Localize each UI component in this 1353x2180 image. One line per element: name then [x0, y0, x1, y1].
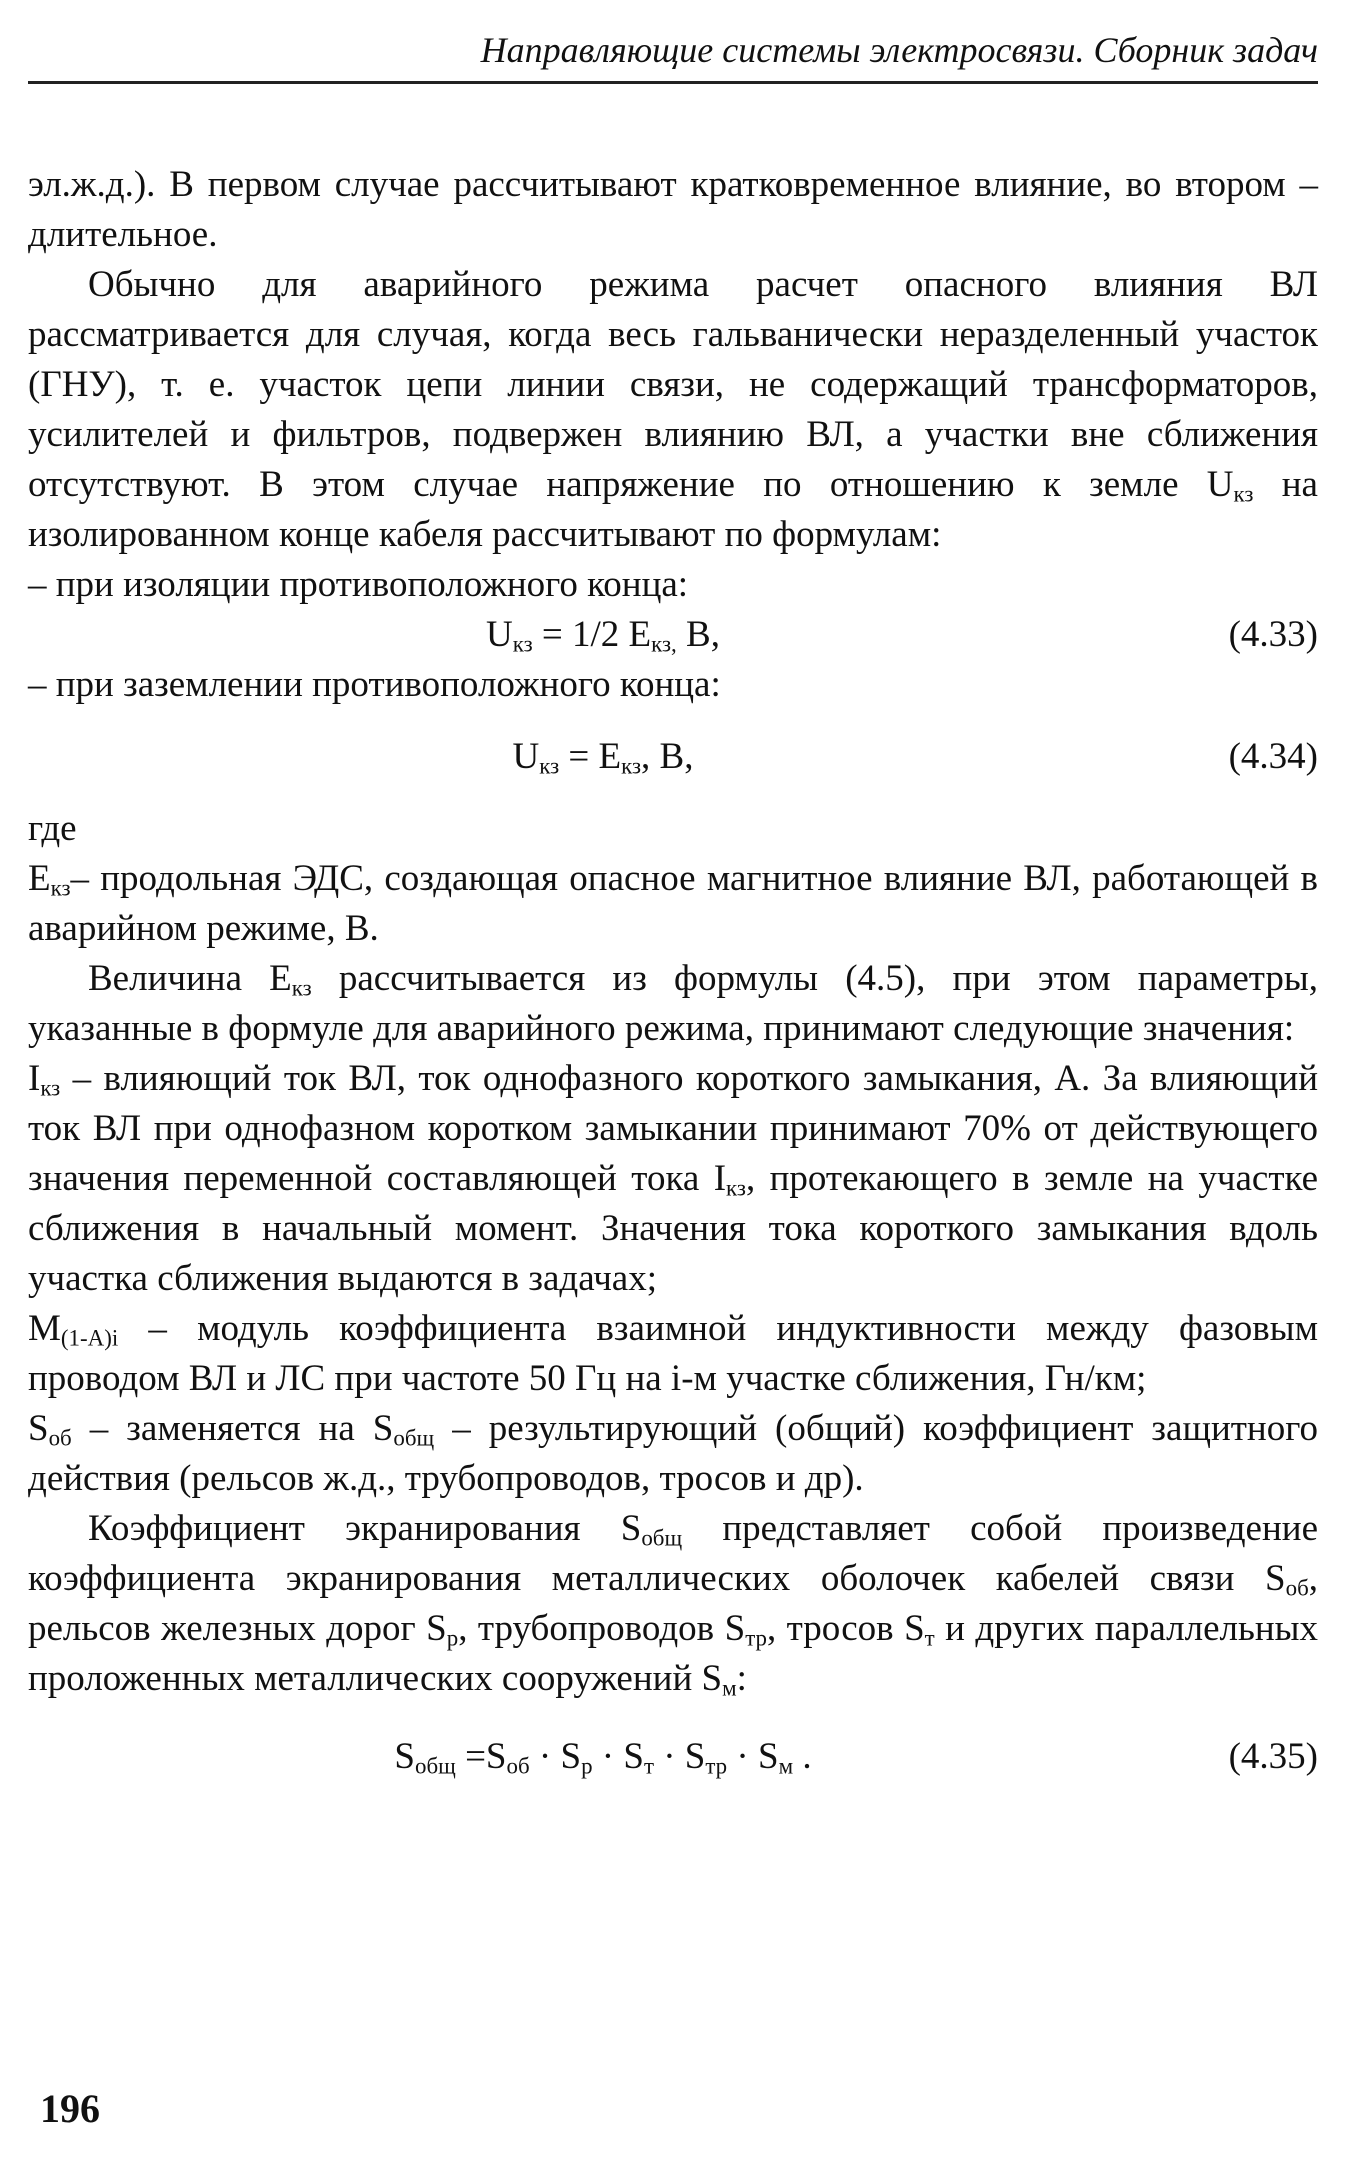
- paragraph-ekz-calculation: Величина $E_{кз}$ рассчитывается из формулы (4.5), при этом параметры, указанные в формуле для аварийного режима, принимают следующие значения:: [28, 958, 1318, 1049]
- equation-number: (4.35): [1228, 1736, 1318, 1777]
- header-title: Направляющие системы электросвязи. Сборник задач: [480, 30, 1318, 70]
- equation-formula: $U_{кз} = 1/2$ $E_{кз,}$ B,: [486, 614, 720, 657]
- equation-formula: $S_{общ} =S_{об} \cdot S_р \cdot S_т \cdot S_{тр} \cdot S_м$ .: [394, 1736, 812, 1779]
- definition-ekz: $E_{кз}-$ продольная ЭДС, создающая опасное магнитное влияние ВЛ, работающей в аварийном режиме, B.: [28, 858, 1318, 949]
- equation-4-35: [28, 1732, 1318, 1782]
- equation-number: (4.34): [1228, 736, 1318, 777]
- definition-ikz: $I_{кз}$ – влияющий ток ВЛ, ток однофазного короткого замыкания, А. За влияющий ток ВЛ при однофазном коротком замыкании принимают 70% от действующего значения переменной составляющей тока $I_{кз}$, протекающего в земле на участке сближения в начальный момент. Значения тока короткого замыкания вдоль участка сближения выдаются в задачах;: [28, 1058, 1318, 1299]
- equation-4-33: [28, 610, 1318, 660]
- definition-sob: $S_{об}$ – заменяется на $S_{общ}$ – результирующий (общий) коэффициент защитного действия (рельсов ж.д., трубопроводов, тросов и др).: [28, 1408, 1318, 1499]
- page-number: 196: [40, 2086, 100, 2131]
- running-header: [28, 30, 1318, 84]
- equation-formula: $U_{кз} = E_{кз}$, B,: [512, 736, 694, 779]
- where-label: где: [28, 808, 77, 849]
- definition-m: $M_{(1-A)i}$ – модуль коэффициента взаимной индуктивности между фазовым проводом ВЛ и ЛС при частоте 50 Гц на i-м участке сближения, Гн/км;: [28, 1308, 1318, 1399]
- paragraph-emergency-mode: Обычно для аварийного режима расчет опасного влияния ВЛ рассматривается для случая, когда весь гальванически неразделенный участок (ГНУ), т. е. участок цепи линии связи, не содержащий трансформаторов, усилителей и фильтров, подвержен влиянию ВЛ, а участки вне сближения отсутствуют. В этом случае напряжение по отношению к земле $U_{кз}$ на изолированном конце кабеля рассчитывают по формулам:: [28, 264, 1318, 555]
- equation-4-34: [28, 732, 1318, 782]
- list-item-grounded-end: – при заземлении противоположного конца:: [28, 664, 721, 705]
- list-item-isolated-end: – при изоляции противоположного конца:: [28, 564, 689, 605]
- paragraph-screening-coefficient: Коэффициент экранирования $S_{общ}$ представляет собой произведение коэффициента экранирования металлических оболочек кабелей связи $S_{об}$, рельсов железных дорог $S_р$, трубопроводов $S_{тр}$, тросов $S_т$ и других параллельных проложенных металлических сооружений $S_м$:: [28, 1508, 1319, 1701]
- equation-number: (4.33): [1228, 614, 1318, 655]
- page-body: [28, 160, 1318, 1782]
- paragraph-continuation: эл.ж.д.). В первом случае рассчитывают кратковременное влияние, во втором – длительное.: [28, 164, 1318, 255]
